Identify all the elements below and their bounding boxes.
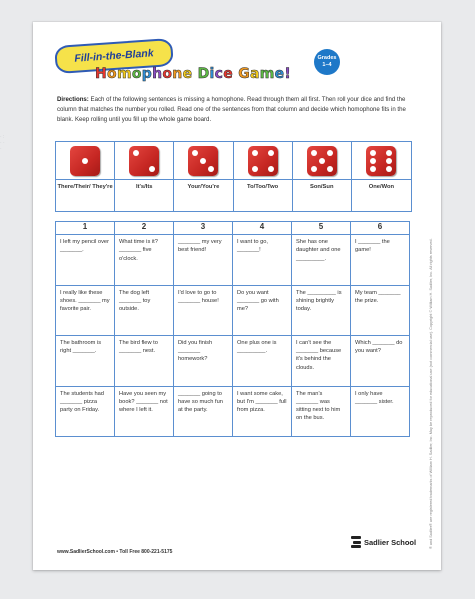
title-char: i	[209, 66, 215, 82]
die-1-icon	[70, 146, 100, 176]
sentence-cell: I can't see the _______ because it's behind the clouds.	[292, 336, 351, 386]
die-5-icon	[307, 146, 337, 176]
die-pip	[327, 150, 333, 156]
column-number: 3	[174, 222, 233, 235]
sentence-cell: _______ my very best friend!	[174, 235, 233, 285]
sentence-cell: The bathroom is right _______.	[56, 336, 115, 386]
worksheet-page	[33, 22, 441, 570]
sentence-cell: Did you finish _______ homework?	[174, 336, 233, 386]
die-pip	[386, 150, 392, 156]
dice-column	[293, 142, 352, 211]
die-pip	[149, 166, 155, 172]
copyright-side-note	[426, 182, 436, 552]
column-number: 4	[233, 222, 292, 235]
sadlier-logo	[351, 536, 416, 548]
sentence-cell: My team _______ the prize.	[351, 285, 410, 335]
dice-column	[56, 142, 115, 211]
background-bleed-text: · : · · ·	[0, 134, 5, 152]
title-char: H	[95, 66, 108, 82]
footer-contact: www.SadlierSchool.com • Toll Free 800-221-5175	[57, 549, 173, 555]
dice-column	[174, 142, 233, 211]
title-char: o	[162, 66, 173, 82]
die-4-icon	[248, 146, 278, 176]
die-3-icon	[188, 146, 218, 176]
sentence-cell: I _______ the game!	[351, 235, 410, 285]
sentence-cell: I left my pencil over _______.	[56, 235, 115, 285]
die-pip	[311, 166, 317, 172]
grades-badge	[314, 49, 340, 75]
title-char: e	[274, 66, 285, 82]
die-pip	[268, 150, 274, 156]
die-pip	[133, 150, 139, 156]
sentence-cell: The dog left _______ toy outside.	[115, 285, 174, 335]
sentence-row	[56, 235, 410, 285]
sentence-row	[56, 336, 410, 386]
die-pip	[370, 150, 376, 156]
sentence-cell: The bird flew to _______ nest.	[115, 336, 174, 386]
sentence-table	[55, 221, 410, 437]
dice-label: Your/You're	[174, 179, 232, 191]
grades-label: Grades	[317, 55, 337, 61]
dice-column	[234, 142, 293, 211]
die-pip	[208, 166, 214, 172]
column-number: 1	[56, 222, 115, 235]
die-pip	[386, 166, 392, 172]
sentence-cell: _______ going to have so much fun at the party.	[174, 386, 233, 436]
sentence-cell: Do you want _______ go with me?	[233, 285, 292, 335]
column-number: 5	[292, 222, 351, 235]
title-char: h	[152, 66, 163, 82]
sentence-cell: Have you seen my book? _______ not where I left it.	[115, 386, 174, 436]
die-pip	[200, 158, 206, 164]
title-char: o	[131, 66, 142, 82]
title-char: m	[259, 66, 275, 82]
sadlier-logo-icon	[351, 536, 361, 548]
die-pip	[386, 158, 392, 164]
title-char: c	[214, 66, 224, 82]
die-pip	[192, 150, 198, 156]
dice-label: Son/Sun	[293, 179, 351, 191]
title-char: G	[238, 66, 250, 82]
die-pip	[311, 150, 317, 156]
dice-key-table	[55, 141, 412, 212]
die-pip	[370, 158, 376, 164]
title-char: m	[116, 66, 132, 82]
game-title	[95, 66, 325, 82]
title-char: D	[197, 66, 210, 82]
die-pip	[327, 166, 333, 172]
sentence-cell: I want to go, _______!	[233, 235, 292, 285]
column-number-row	[56, 222, 410, 235]
dice-column	[352, 142, 411, 211]
dice-label: It's/Its	[115, 179, 173, 191]
grades-range: 1–4	[322, 62, 332, 68]
title-char: o	[107, 66, 117, 82]
sentence-cell: What time is it? _______ five o'clock.	[115, 235, 174, 285]
title-char: e	[223, 66, 233, 82]
die-pip	[319, 158, 325, 164]
die-2-icon	[129, 146, 159, 176]
sentence-cell: I only have _______ sister.	[351, 386, 410, 436]
banner-text: Fill-in-the-Blank	[74, 47, 154, 65]
sentence-cell: Which _______ do you want?	[351, 336, 410, 386]
directions-lead: Directions:	[57, 96, 89, 103]
die-pip	[370, 166, 376, 172]
sentence-row	[56, 386, 410, 436]
dice-column	[115, 142, 174, 211]
title-char: a	[249, 66, 260, 82]
sentence-cell: One plus one is _________.	[233, 336, 292, 386]
die-pip	[268, 166, 274, 172]
column-number: 2	[115, 222, 174, 235]
die-pip	[82, 158, 88, 164]
dice-label: To/Too/Two	[234, 179, 292, 191]
die-pip	[252, 166, 258, 172]
sentence-cell: I'd love to go to _______ house!	[174, 285, 233, 335]
sentence-cell: I want some cake, but I'm _______ full from pizza.	[233, 386, 292, 436]
die-pip	[252, 150, 258, 156]
sentence-cell: I really like these shoes. _______ my favorite pair.	[56, 285, 115, 335]
dice-label: There/Their/ They're	[56, 179, 114, 191]
sentence-cell: The _________ is shining brightly today.	[292, 285, 351, 335]
sentence-cell: She has one daughter and one _________.	[292, 235, 351, 285]
column-number: 6	[351, 222, 410, 235]
directions-text: Each of the following sentences is missing a homophone. Read through them all first. Then roll your dice and find the column that matches the number you rolled. Read one of the sentences from that column and decide which homophone fits in the blank. Keep rolling until you fill up the whole game board.	[57, 96, 406, 123]
title-char: !	[284, 66, 292, 82]
title-char: e	[182, 66, 193, 82]
die-6-icon	[366, 146, 396, 176]
title-char: p	[141, 66, 153, 82]
sentence-row	[56, 285, 410, 335]
sentence-cell: The man's _______ was sitting next to him on the bus.	[292, 386, 351, 436]
logo-text: Sadlier School	[364, 537, 417, 547]
directions	[57, 95, 409, 124]
title-char: n	[172, 66, 183, 82]
copyright-text: ® and Sadlier® are registered trademarks of William H. Sadlier, Inc. May be reproduced for educational use (not commercial use). Copyright © William H. Sadlier, Inc. All rights reserved.	[429, 238, 433, 549]
dice-label: One/Won	[352, 179, 411, 191]
sentence-cell: The students had _______ pizza party on Friday.	[56, 386, 115, 436]
